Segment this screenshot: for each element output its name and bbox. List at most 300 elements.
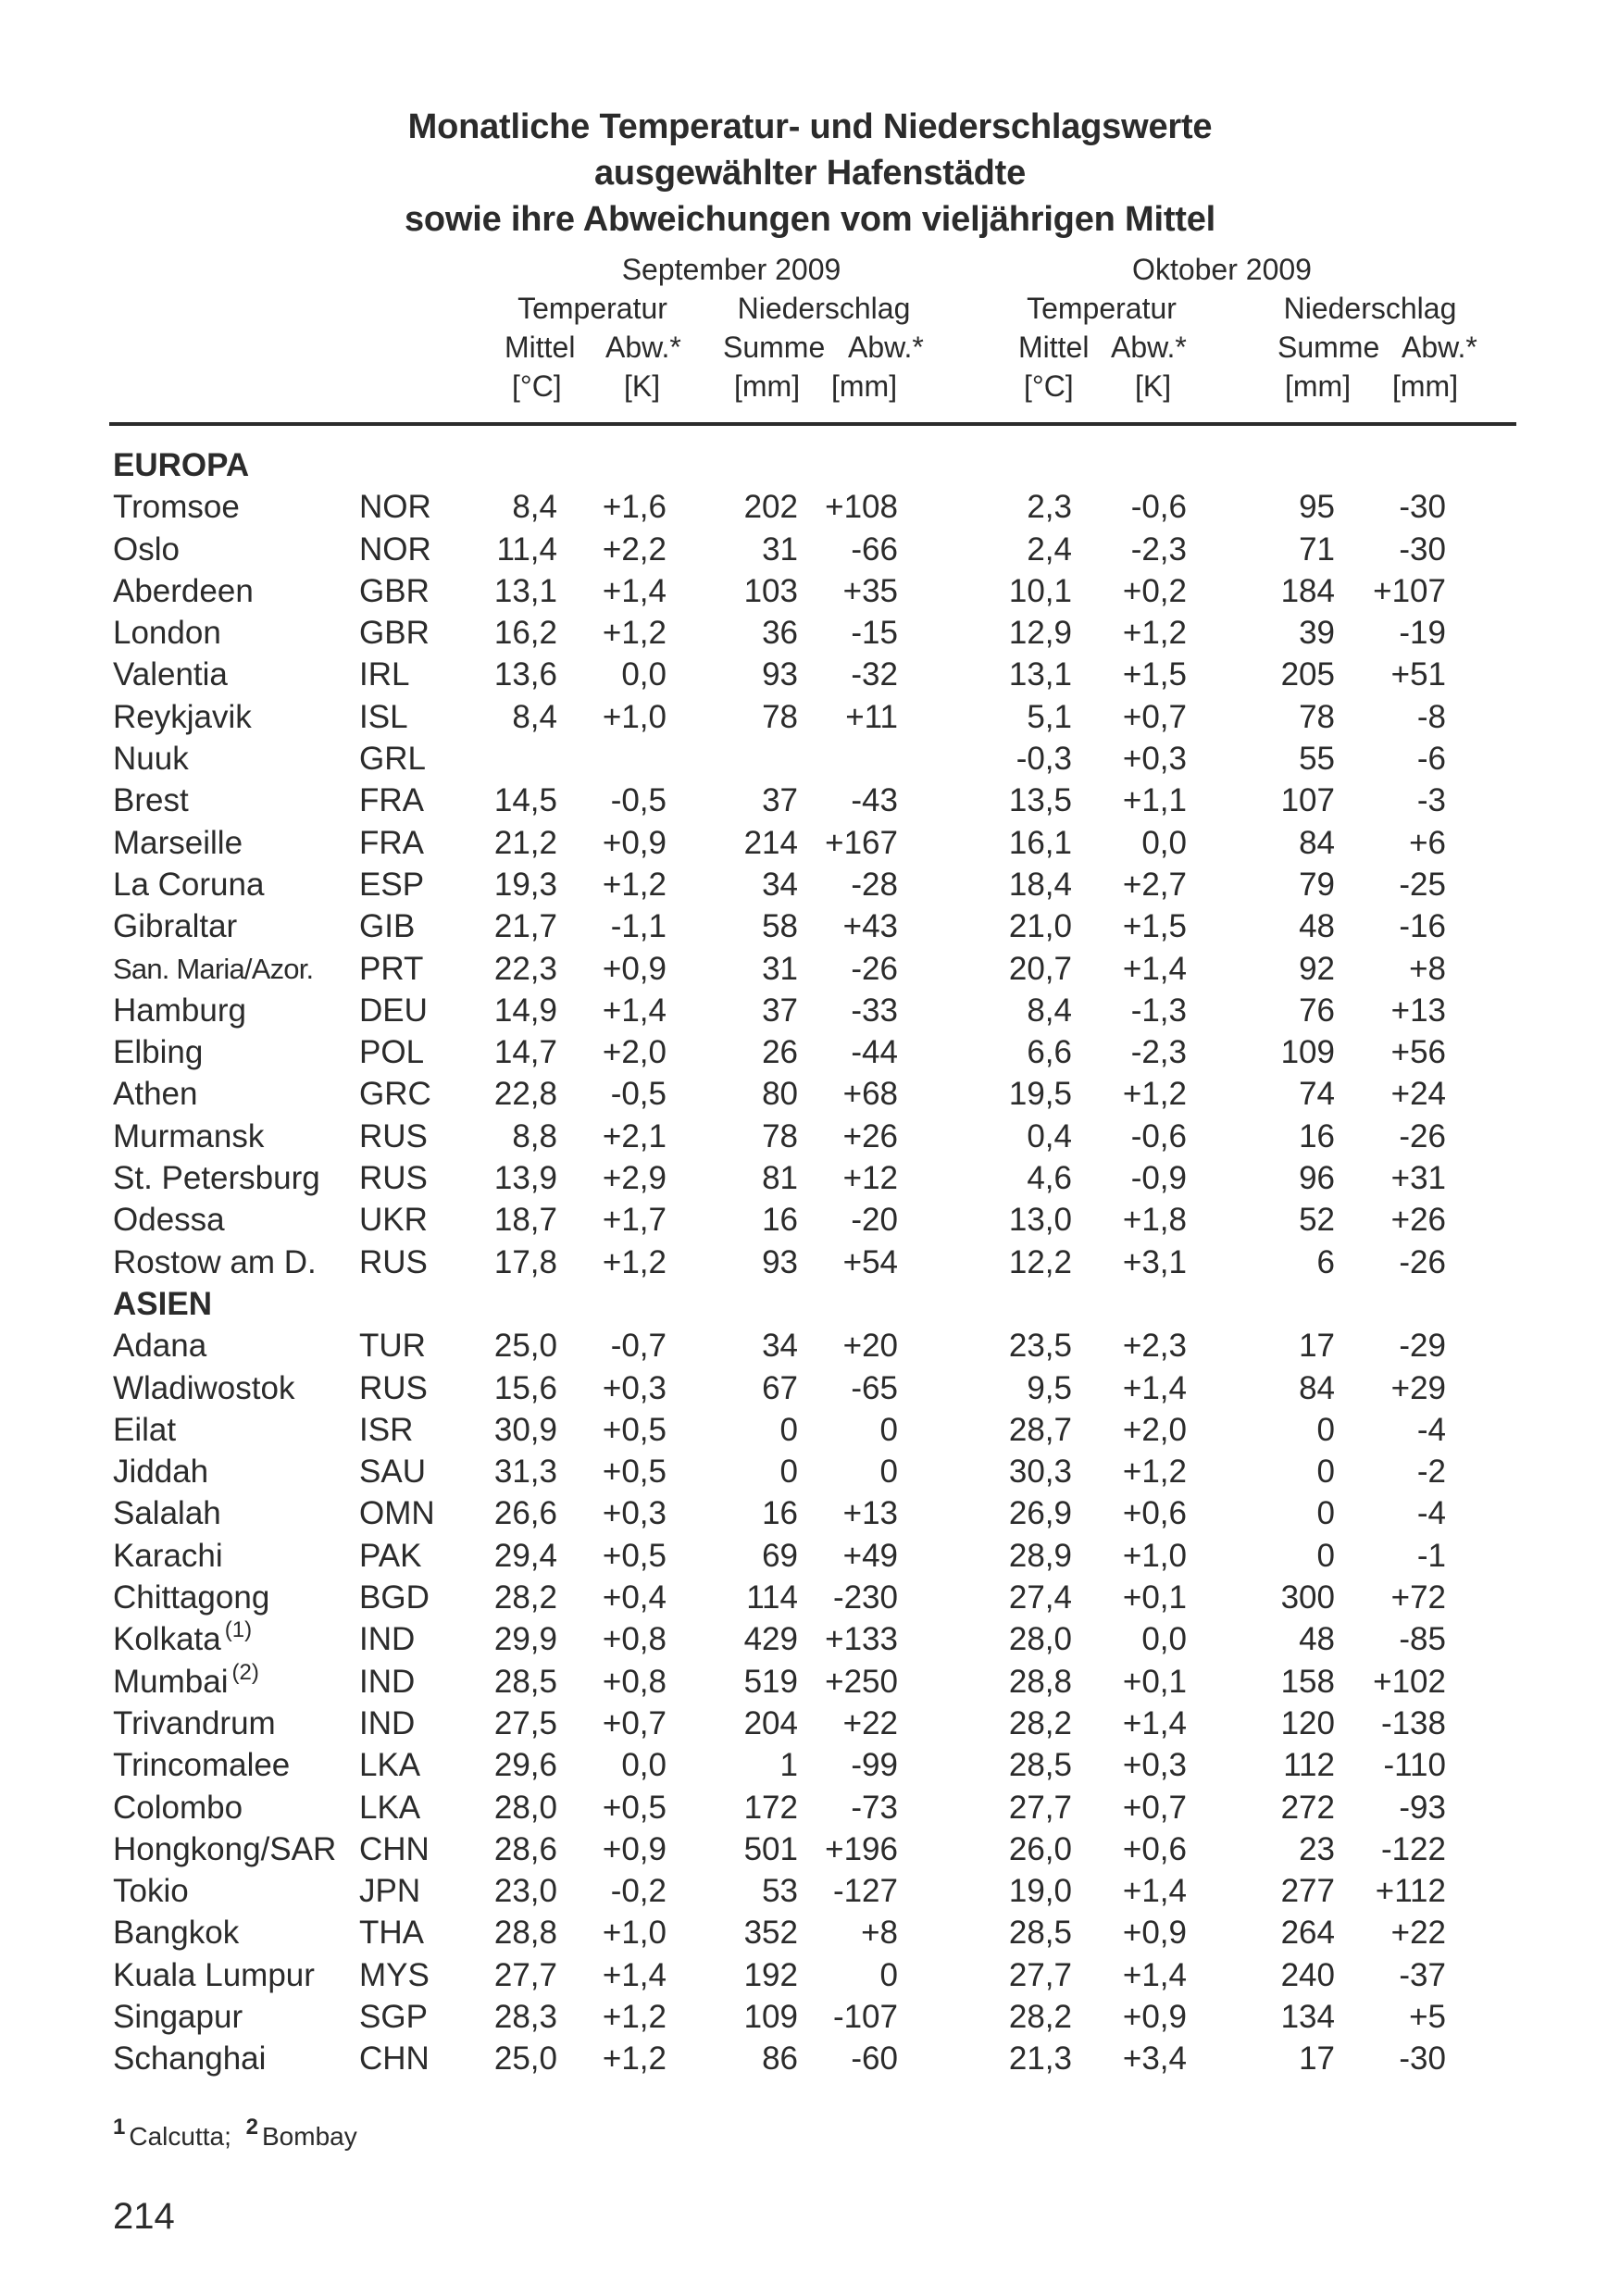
cell-oct-precip-abw: +107 xyxy=(1373,572,1446,609)
cell-sep-precip-abw: +54 xyxy=(842,1243,898,1280)
cell-sep-temp-abw: 0,0 xyxy=(621,656,667,693)
city-name xyxy=(113,1242,317,1283)
city-name xyxy=(113,654,228,695)
cell-sep-temp-abw: +1,7 xyxy=(602,1202,667,1239)
cell-sep-temp-abw: +0,8 xyxy=(602,1663,667,1700)
cell-sep-temp-abw: +0,5 xyxy=(602,1537,667,1574)
cell-oct-temp-mittel: 18,4 xyxy=(1008,866,1072,903)
country-code: RUS xyxy=(359,1369,428,1406)
header-niederschlag-oct: Niederschlag xyxy=(1283,292,1457,325)
cell-oct-precip-abw: +112 xyxy=(1375,1873,1446,1910)
cell-oct-temp-mittel: 16,1 xyxy=(1008,824,1072,861)
city-name xyxy=(113,1828,336,1870)
cell-sep-temp-abw: +1,4 xyxy=(602,992,667,1029)
header-mittel-sep: Mittel xyxy=(505,331,576,364)
cell-oct-temp-mittel: 4,6 xyxy=(1027,1160,1072,1197)
cell-oct-temp-abw: +0,1 xyxy=(1122,1663,1187,1700)
cell-oct-temp-abw: +0,7 xyxy=(1122,1789,1187,1826)
header-unit-k-sep: [K] xyxy=(624,369,661,403)
country-code: NOR xyxy=(359,530,431,568)
cell-oct-temp-mittel: 13,0 xyxy=(1008,1202,1072,1239)
page-title xyxy=(0,104,1620,243)
cell-sep-precip-abw: +22 xyxy=(842,1704,898,1741)
country-code: GBR xyxy=(359,572,430,609)
cell-oct-precip-summe: 17 xyxy=(1299,1328,1335,1365)
cell-sep-precip-abw: -28 xyxy=(851,866,898,903)
city-name-text: Odessa xyxy=(113,1202,225,1239)
cell-oct-precip-summe: 17 xyxy=(1299,2040,1335,2078)
table-row xyxy=(0,948,1620,990)
cell-sep-temp-mittel: 19,3 xyxy=(493,866,557,903)
cell-oct-precip-summe: 205 xyxy=(1280,656,1335,693)
cell-oct-temp-abw: +1,5 xyxy=(1122,656,1187,693)
cell-sep-precip-abw: -73 xyxy=(851,1789,898,1826)
cell-sep-temp-mittel: 28,5 xyxy=(493,1663,557,1700)
country-code: PAK xyxy=(359,1537,422,1574)
cell-sep-precip-summe: 93 xyxy=(762,1243,798,1280)
cell-oct-precip-summe: 84 xyxy=(1299,824,1335,861)
city-name xyxy=(113,1954,315,1996)
section-title: ASIEN xyxy=(113,1285,212,1322)
city-name xyxy=(113,529,180,570)
cell-sep-precip-abw: +13 xyxy=(842,1495,898,1532)
cell-oct-temp-mittel: 2,4 xyxy=(1027,530,1072,568)
table-row xyxy=(0,1492,1620,1534)
cell-sep-temp-mittel: 14,7 xyxy=(493,1034,557,1071)
city-name xyxy=(113,780,189,821)
cell-oct-precip-summe: 112 xyxy=(1283,1747,1335,1784)
city-name xyxy=(113,1661,259,1706)
cell-oct-precip-abw: -6 xyxy=(1416,741,1446,778)
country-code: ESP xyxy=(359,866,425,903)
cell-sep-precip-summe: 34 xyxy=(762,866,798,903)
header-unit-mm-sum-sep: [mm] xyxy=(734,369,801,403)
cell-sep-precip-abw: 0 xyxy=(879,1454,898,1491)
table-row xyxy=(0,1787,1620,1828)
table-row xyxy=(0,864,1620,905)
country-code: TUR xyxy=(359,1328,426,1365)
header-unit-mm-abw-sep: [mm] xyxy=(831,369,898,403)
city-name xyxy=(113,1703,276,1744)
section-title: EUROPA xyxy=(113,447,250,483)
cell-oct-temp-mittel: 27,7 xyxy=(1008,1789,1072,1826)
table-row xyxy=(0,780,1620,821)
table-row xyxy=(0,1870,1620,1912)
cell-oct-precip-summe: 158 xyxy=(1280,1663,1335,1700)
table-row xyxy=(0,1577,1620,1618)
city-name-text: San. Maria/Azor. xyxy=(113,952,314,985)
footnotes xyxy=(113,2115,357,2152)
title-line-3: sowie ihre Abweichungen vom vieljährigen Mittel xyxy=(404,200,1216,239)
cell-sep-precip-summe: 78 xyxy=(762,1117,798,1154)
cell-sep-temp-mittel: 28,8 xyxy=(493,1915,557,1952)
cell-sep-precip-summe: 34 xyxy=(762,1328,798,1365)
city-name-text: La Coruna xyxy=(113,866,265,903)
cell-oct-precip-summe: 300 xyxy=(1280,1579,1335,1616)
table-row xyxy=(0,1451,1620,1492)
city-name-text: Chittagong xyxy=(113,1579,270,1616)
cell-oct-temp-mittel: 27,7 xyxy=(1008,1956,1072,1993)
cell-oct-temp-mittel: 2,3 xyxy=(1027,489,1072,526)
cell-sep-precip-abw: -43 xyxy=(851,782,898,819)
country-code: UKR xyxy=(359,1202,428,1239)
city-name xyxy=(113,1996,243,2038)
table-row xyxy=(0,1116,1620,1157)
country-code: JPN xyxy=(359,1873,421,1910)
cell-oct-precip-abw: +6 xyxy=(1409,824,1446,861)
city-name xyxy=(113,1325,206,1366)
city-name-text: Reykjavik xyxy=(113,698,252,735)
cell-oct-precip-summe: 184 xyxy=(1280,572,1335,609)
cell-sep-temp-mittel: 13,1 xyxy=(493,572,557,609)
cell-oct-precip-abw: -2 xyxy=(1416,1454,1446,1491)
cell-oct-precip-summe: 134 xyxy=(1280,1998,1335,2035)
cell-sep-precip-abw: +49 xyxy=(842,1537,898,1574)
cell-oct-precip-summe: 264 xyxy=(1280,1915,1335,1952)
cell-oct-precip-abw: -110 xyxy=(1383,1747,1446,1784)
header-temperatur-oct: Temperatur xyxy=(1027,292,1177,325)
table-row xyxy=(0,529,1620,570)
city-name-text: Trivandrum xyxy=(113,1704,276,1741)
cell-oct-temp-mittel: 12,2 xyxy=(1008,1243,1072,1280)
cell-oct-temp-mittel: 28,2 xyxy=(1008,1704,1072,1741)
cell-oct-temp-abw: -1,3 xyxy=(1130,992,1187,1029)
footnote-2-text: Bombay xyxy=(262,2122,357,2151)
city-name xyxy=(113,570,254,612)
cell-sep-precip-abw: 0 xyxy=(879,1411,898,1448)
city-name xyxy=(113,1031,203,1073)
cell-oct-precip-abw: +24 xyxy=(1390,1076,1446,1113)
cell-oct-temp-abw: +0,2 xyxy=(1122,572,1187,609)
cell-oct-precip-abw: -3 xyxy=(1416,782,1446,819)
cell-oct-temp-abw: +1,0 xyxy=(1122,1537,1187,1574)
city-name-text: Murmansk xyxy=(113,1117,265,1154)
country-code: GRL xyxy=(359,741,426,778)
city-name-text: Karachi xyxy=(113,1537,223,1574)
cell-sep-temp-abw: +0,5 xyxy=(602,1454,667,1491)
cell-oct-temp-abw: +0,6 xyxy=(1122,1495,1187,1532)
cell-sep-temp-mittel: 29,6 xyxy=(493,1747,557,1784)
cell-oct-precip-summe: 6 xyxy=(1316,1243,1335,1280)
table-row xyxy=(0,1703,1620,1744)
cell-sep-temp-mittel: 27,7 xyxy=(493,1956,557,1993)
cell-sep-temp-mittel: 29,9 xyxy=(493,1621,557,1658)
cell-sep-precip-abw: -33 xyxy=(851,992,898,1029)
cell-sep-temp-mittel: 25,0 xyxy=(493,1328,557,1365)
cell-sep-precip-abw: +196 xyxy=(825,1830,898,1867)
cell-sep-precip-abw: +8 xyxy=(861,1915,898,1952)
cell-oct-precip-summe: 92 xyxy=(1299,950,1335,987)
cell-sep-temp-mittel: 17,8 xyxy=(493,1243,557,1280)
cell-sep-precip-summe: 352 xyxy=(743,1915,798,1952)
cell-oct-temp-abw: +0,9 xyxy=(1122,1915,1187,1952)
country-code: GRC xyxy=(359,1076,431,1113)
cell-oct-temp-mittel: 28,5 xyxy=(1008,1747,1072,1784)
header-unit-c-oct: [°C] xyxy=(1024,369,1074,403)
city-name xyxy=(113,864,264,905)
cell-oct-temp-mittel: 21,3 xyxy=(1008,2040,1072,2078)
cell-sep-temp-mittel: 21,7 xyxy=(493,908,557,945)
country-code: GIB xyxy=(359,908,416,945)
cell-oct-temp-abw: +1,4 xyxy=(1122,1704,1187,1741)
cell-oct-precip-abw: +29 xyxy=(1390,1369,1446,1406)
section-header xyxy=(0,444,1620,486)
cell-sep-precip-summe: 78 xyxy=(762,698,798,735)
cell-oct-temp-abw: +1,2 xyxy=(1122,1454,1187,1491)
cell-oct-temp-abw: +1,4 xyxy=(1122,1956,1187,1993)
cell-sep-temp-abw: +0,4 xyxy=(602,1579,667,1616)
cell-sep-temp-mittel: 31,3 xyxy=(493,1454,557,1491)
city-name-text: Aberdeen xyxy=(113,572,254,609)
cell-sep-temp-abw: +0,5 xyxy=(602,1789,667,1826)
city-name xyxy=(113,948,313,990)
cell-oct-precip-summe: 48 xyxy=(1299,908,1335,945)
cell-sep-precip-summe: 114 xyxy=(746,1579,798,1616)
country-code: CHN xyxy=(359,2040,430,2078)
cell-oct-temp-abw: +3,1 xyxy=(1122,1243,1187,1280)
cell-oct-temp-mittel: 13,5 xyxy=(1008,782,1072,819)
cell-oct-temp-mittel: 28,2 xyxy=(1008,1998,1072,2035)
table-row xyxy=(0,1325,1620,1366)
country-code: LKA xyxy=(359,1747,421,1784)
city-name xyxy=(113,1870,189,1912)
header-unit-mm-sum-oct: [mm] xyxy=(1285,369,1352,403)
table-row xyxy=(0,1199,1620,1241)
country-code: PRT xyxy=(359,950,424,987)
header-abw-temp-oct: Abw.* xyxy=(1111,331,1187,364)
title-line-1: Monatliche Temperatur- und Niederschlagswerte xyxy=(407,107,1213,146)
cell-oct-temp-abw: 0,0 xyxy=(1141,1621,1187,1658)
cell-oct-temp-mittel: 28,7 xyxy=(1008,1411,1072,1448)
cell-oct-precip-summe: 78 xyxy=(1299,698,1335,735)
city-name-text: Eilat xyxy=(113,1411,177,1448)
cell-oct-precip-abw: +13 xyxy=(1390,992,1446,1029)
country-code: OMN xyxy=(359,1495,435,1532)
city-name-text: Mumbai xyxy=(113,1663,229,1700)
cell-oct-temp-mittel: 21,0 xyxy=(1008,908,1072,945)
city-name xyxy=(113,1912,239,1953)
cell-sep-temp-abw: +1,6 xyxy=(602,489,667,526)
cell-oct-precip-abw: -4 xyxy=(1416,1495,1446,1532)
cell-oct-temp-abw: -0,6 xyxy=(1130,1117,1187,1154)
city-name-text: Adana xyxy=(113,1328,207,1365)
header-unit-c-sep: [°C] xyxy=(512,369,562,403)
cell-oct-precip-summe: 0 xyxy=(1316,1537,1335,1574)
table-row xyxy=(0,1828,1620,1870)
footnote-reference: (1) xyxy=(224,1617,253,1643)
city-name xyxy=(113,1367,294,1409)
country-code: FRA xyxy=(359,824,424,861)
cell-sep-temp-abw: -0,7 xyxy=(610,1328,667,1365)
cell-oct-temp-abw: -0,6 xyxy=(1130,489,1187,526)
cell-oct-temp-abw: +0,1 xyxy=(1122,1579,1187,1616)
cell-oct-precip-abw: -26 xyxy=(1399,1243,1446,1280)
city-name-text: London xyxy=(113,615,221,652)
table-row xyxy=(0,1954,1620,1996)
cell-oct-temp-mittel: 8,4 xyxy=(1027,992,1072,1029)
cell-oct-temp-abw: +0,3 xyxy=(1122,1747,1187,1784)
cell-oct-precip-abw: -8 xyxy=(1416,698,1446,735)
cell-sep-precip-abw: +68 xyxy=(842,1076,898,1113)
country-code: IND xyxy=(359,1663,416,1700)
cell-sep-temp-abw: +1,2 xyxy=(602,866,667,903)
table-row xyxy=(0,738,1620,780)
cell-oct-precip-summe: 107 xyxy=(1280,782,1335,819)
city-name-text: Schanghai xyxy=(113,2040,267,2078)
city-name-text: St. Petersburg xyxy=(113,1160,320,1197)
city-name xyxy=(113,1073,197,1115)
cell-oct-temp-mittel: 26,0 xyxy=(1008,1830,1072,1867)
cell-sep-precip-summe: 192 xyxy=(743,1956,798,1993)
cell-oct-precip-abw: -16 xyxy=(1399,908,1446,945)
cell-oct-precip-summe: 240 xyxy=(1280,1956,1335,1993)
cell-oct-temp-mittel: 5,1 xyxy=(1027,698,1072,735)
cell-sep-temp-abw: +1,2 xyxy=(602,1243,667,1280)
cell-oct-temp-mittel: 23,5 xyxy=(1008,1328,1072,1365)
cell-sep-precip-abw: +108 xyxy=(825,489,898,526)
cell-sep-precip-summe: 93 xyxy=(762,656,798,693)
cell-sep-temp-abw: +1,4 xyxy=(602,1956,667,1993)
header-month-september: September 2009 xyxy=(621,253,841,286)
cell-oct-precip-abw: +22 xyxy=(1390,1915,1446,1952)
cell-sep-precip-summe: 501 xyxy=(743,1830,798,1867)
footnote-1-text: Calcutta; xyxy=(129,2122,231,2151)
cell-sep-precip-abw: +35 xyxy=(842,572,898,609)
header-summe-sep: Summe xyxy=(723,331,826,364)
country-code: IND xyxy=(359,1621,416,1658)
cell-oct-temp-mittel: 9,5 xyxy=(1027,1369,1072,1406)
cell-oct-temp-abw: +2,0 xyxy=(1122,1411,1187,1448)
cell-sep-temp-mittel: 16,2 xyxy=(493,615,557,652)
city-name xyxy=(113,1451,208,1492)
city-name-text: Valentia xyxy=(113,656,228,693)
cell-sep-precip-summe: 16 xyxy=(762,1495,798,1532)
cell-oct-precip-abw: +102 xyxy=(1373,1663,1446,1700)
cell-oct-precip-abw: +26 xyxy=(1390,1202,1446,1239)
cell-sep-temp-mittel: 28,6 xyxy=(493,1830,557,1867)
cell-oct-temp-mittel: 28,0 xyxy=(1008,1621,1072,1658)
city-name xyxy=(113,822,243,864)
cell-sep-precip-abw: -60 xyxy=(851,2040,898,2078)
table-row xyxy=(0,2038,1620,2079)
cell-sep-temp-abw: +0,5 xyxy=(602,1411,667,1448)
country-code: FRA xyxy=(359,782,424,819)
country-code: MYS xyxy=(359,1956,430,1993)
table-row xyxy=(0,1996,1620,2038)
country-code: CHN xyxy=(359,1830,430,1867)
city-name xyxy=(113,1116,264,1157)
cell-sep-precip-summe: 67 xyxy=(762,1369,798,1406)
cell-sep-precip-abw: -15 xyxy=(851,615,898,652)
cell-oct-temp-mittel: 28,8 xyxy=(1008,1663,1072,1700)
cell-oct-precip-summe: 0 xyxy=(1316,1411,1335,1448)
cell-oct-precip-summe: 39 xyxy=(1299,615,1335,652)
cell-oct-precip-summe: 74 xyxy=(1299,1076,1335,1113)
cell-oct-precip-summe: 55 xyxy=(1299,741,1335,778)
cell-sep-precip-summe: 204 xyxy=(743,1704,798,1741)
cell-sep-temp-abw: -0,5 xyxy=(610,782,667,819)
cell-sep-temp-abw: +1,2 xyxy=(602,2040,667,2078)
cell-oct-temp-mittel: 12,9 xyxy=(1008,615,1072,652)
city-name xyxy=(113,2038,266,2079)
city-name-text: Hamburg xyxy=(113,992,246,1029)
cell-oct-precip-summe: 0 xyxy=(1316,1495,1335,1532)
cell-sep-precip-abw: -44 xyxy=(851,1034,898,1071)
city-name xyxy=(113,1577,269,1618)
cell-sep-temp-mittel: 18,7 xyxy=(493,1202,557,1239)
table-row xyxy=(0,1031,1620,1073)
cell-oct-precip-abw: -30 xyxy=(1399,2040,1446,2078)
cell-sep-temp-abw: +2,9 xyxy=(602,1160,667,1197)
cell-oct-precip-abw: -122 xyxy=(1380,1830,1446,1867)
city-name-text: Singapur xyxy=(113,1998,243,2035)
table-row xyxy=(0,1618,1620,1660)
cell-sep-precip-summe: 80 xyxy=(762,1076,798,1113)
table-row xyxy=(0,822,1620,864)
cell-sep-precip-abw: +43 xyxy=(842,908,898,945)
header-abw-precip-sep: Abw.* xyxy=(848,331,924,364)
cell-sep-temp-mittel: 14,9 xyxy=(493,992,557,1029)
country-code: DEU xyxy=(359,992,428,1029)
cell-sep-temp-mittel: 21,2 xyxy=(493,824,557,861)
cell-sep-precip-abw: -127 xyxy=(832,1873,898,1910)
cell-oct-precip-summe: 48 xyxy=(1299,1621,1335,1658)
cell-sep-temp-mittel: 28,3 xyxy=(493,1998,557,2035)
city-name-text: Rostow am D. xyxy=(113,1243,317,1280)
cell-oct-temp-abw: +2,7 xyxy=(1122,866,1187,903)
cell-oct-temp-mittel: -0,3 xyxy=(1016,741,1072,778)
city-name xyxy=(113,612,221,654)
cell-oct-temp-mittel: 30,3 xyxy=(1008,1454,1072,1491)
cell-oct-precip-summe: 52 xyxy=(1299,1202,1335,1239)
city-name-text: Elbing xyxy=(113,1034,204,1071)
header-temperatur-sep: Temperatur xyxy=(517,292,667,325)
cell-sep-precip-summe: 31 xyxy=(762,950,798,987)
cell-oct-precip-summe: 272 xyxy=(1280,1789,1335,1826)
cell-sep-temp-mittel: 28,0 xyxy=(493,1789,557,1826)
cell-sep-precip-summe: 0 xyxy=(779,1411,798,1448)
cell-oct-temp-abw: 0,0 xyxy=(1141,824,1187,861)
cell-sep-temp-abw: -0,2 xyxy=(610,1873,667,1910)
cell-oct-temp-abw: +1,4 xyxy=(1122,950,1187,987)
city-name xyxy=(113,990,246,1031)
cell-sep-temp-abw: +0,7 xyxy=(602,1704,667,1741)
city-name xyxy=(113,738,189,780)
cell-sep-precip-summe: 202 xyxy=(743,489,798,526)
cell-sep-temp-mittel: 30,9 xyxy=(493,1411,557,1448)
cell-oct-precip-summe: 23 xyxy=(1299,1830,1335,1867)
cell-sep-precip-abw: -20 xyxy=(851,1202,898,1239)
cell-sep-temp-abw: +1,0 xyxy=(602,698,667,735)
cell-sep-precip-abw: +26 xyxy=(842,1117,898,1154)
table-row xyxy=(0,1073,1620,1115)
cell-sep-temp-mittel: 13,6 xyxy=(493,656,557,693)
cell-sep-temp-abw: +1,0 xyxy=(602,1915,667,1952)
cell-oct-precip-abw: -138 xyxy=(1380,1704,1446,1741)
cell-sep-precip-summe: 36 xyxy=(762,615,798,652)
country-code: RUS xyxy=(359,1243,428,1280)
city-name-text: Wladiwostok xyxy=(113,1369,295,1406)
cell-sep-precip-abw: 0 xyxy=(879,1956,898,1993)
cell-sep-precip-summe: 109 xyxy=(743,1998,798,2035)
cell-oct-precip-summe: 95 xyxy=(1299,489,1335,526)
cell-sep-precip-abw: -65 xyxy=(851,1369,898,1406)
country-code: ISR xyxy=(359,1411,414,1448)
cell-sep-precip-summe: 1 xyxy=(779,1747,798,1784)
cell-sep-temp-abw: -0,5 xyxy=(610,1076,667,1113)
header-niederschlag-sep: Niederschlag xyxy=(737,292,911,325)
table-row xyxy=(0,1744,1620,1786)
